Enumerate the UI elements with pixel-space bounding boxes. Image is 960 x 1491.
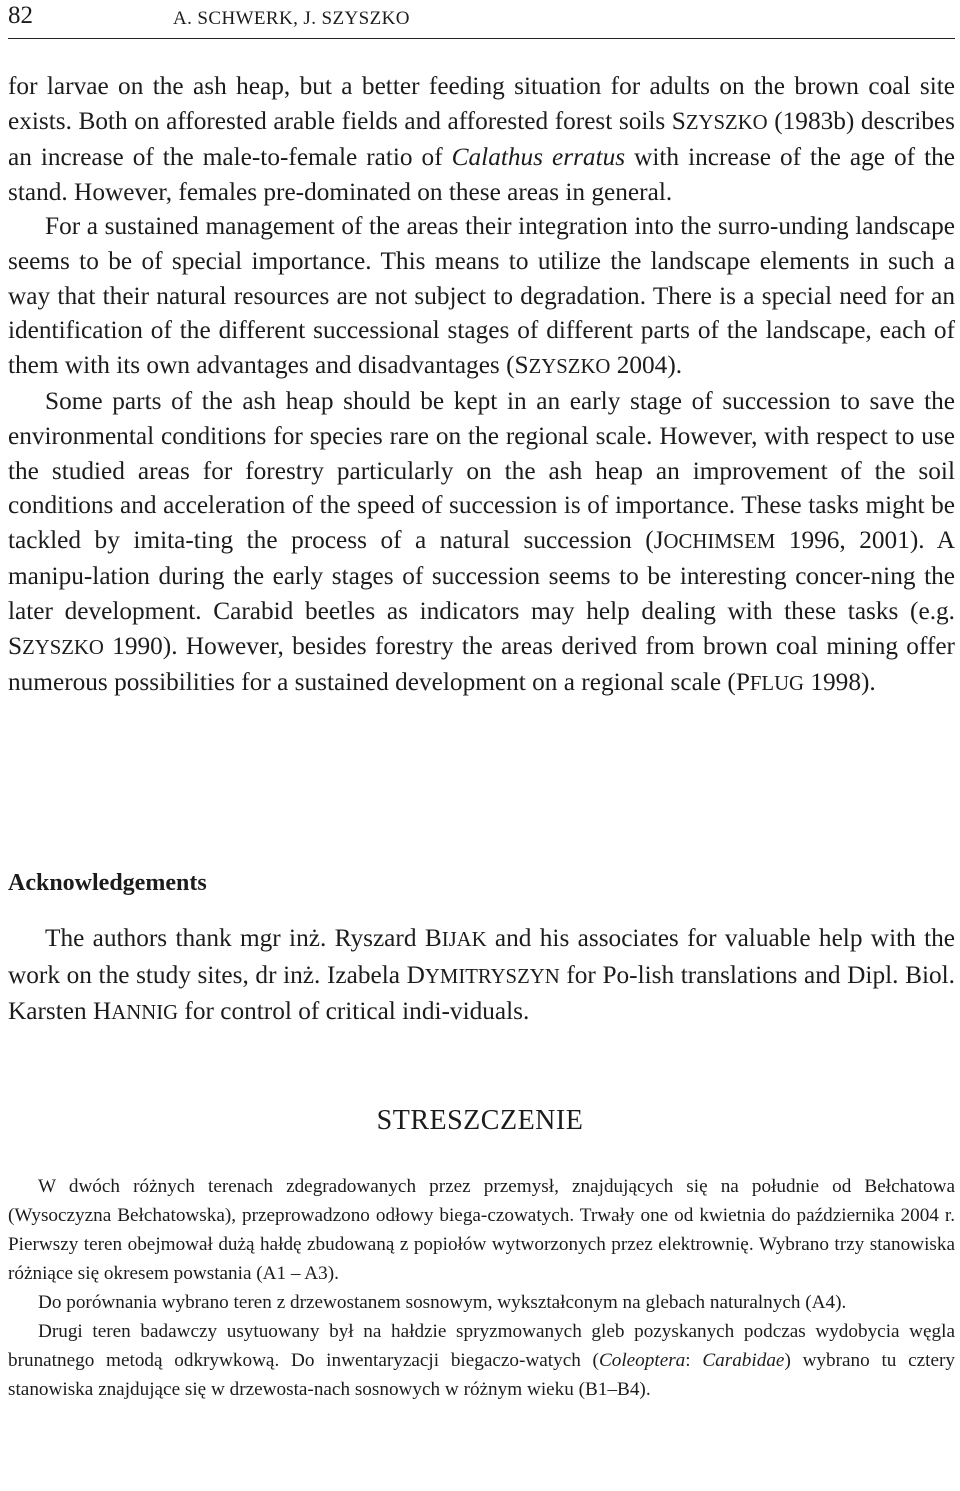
page-header	[8, 0, 955, 39]
page-number: 82	[8, 2, 33, 29]
summary-text	[8, 1172, 955, 1404]
person-name: HANNIG	[93, 997, 179, 1026]
acknowledgements-heading: Acknowledgements	[8, 870, 207, 896]
paragraph: Some parts of the ash heap should be kept in an early stage of succession to save the environmental conditions for species rare on the regional scale. However, with respect to use the studied areas for forestry particularly on the ash heap an improvement of the soil conditions and acceleration of the speed of succession is of importance. These tasks might be tackled by imita-ting the process of a natural succession (JOCHIMSEM 1996, 2001). A manipu-lation during the early stages of succession seems to be interesting concer-ning the later development. Carabid beetles as indicators may help dealing with these tasks (e.g. SZYSZKO 1990). However, besides forestry the areas derived from brown coal mining offer numerous possibilities for a sustained development on a regional scale (PFLUG 1998).	[8, 387, 955, 697]
person-name: DYMITRYSZYN	[406, 960, 560, 989]
person-name: BIJAK	[424, 924, 487, 952]
summary-title: STRESZCZENIE	[376, 1105, 584, 1136]
taxon-name: Coleoptera	[598, 1350, 686, 1371]
paragraph: The authors thank mgr inż. Ryszard BIJAK and his associates for valuable help with the work on the study sites, dr inż. Izabela DYMITRYSZYN for Po-lish translations and Dipl. Biol. Karsten HANNIG for control of critical indi-viduals.	[8, 924, 956, 1026]
running-head: A. SCHWERK, J. SZYSZKO	[173, 8, 410, 29]
author-name: SZYSZKO	[8, 631, 104, 660]
species-name: Calathus erratus	[451, 143, 626, 172]
author-name: SZYSZKO	[671, 106, 768, 135]
body-text	[8, 69, 955, 702]
author-name: PFLUG	[735, 668, 805, 697]
paragraph: For a sustained management of the areas their integration into the surro-unding landscape seems to be of special importance. This means to utilize the landscape elements in such a way that their natural resources are not subject to degradation. There is a special need for an identification of the different successional stages of different parts of the landscape, each of them with its own advantages and disadvantages (SZYSZKO 2004).	[8, 212, 955, 379]
paragraph: Drugi teren badawczy usytuowany był na hałdzie spryzmowanych gleb pozyskanych podczas wydobycia węgla brunatnego metodą odkrywkową. Do inwentaryzacji biegaczo-watych (Coleoptera: Carabidae) wybrano tu cztery stanowiska znajdujące się w drzewosta-nach sosnowych w różnym wieku (B1–B4).	[8, 1321, 955, 1400]
author-name: SZYSZKO	[514, 350, 611, 379]
paragraph: for larvae on the ash heap, but a better feeding situation for adults on the brown coal site exists. Both on afforested arable fields and afforested forest soils SZYSZKO (1983b) describes an increase of the male-to-female ratio of Calathus erratus with increase of the age of the stand. However, females pre-dominated on these areas in general.	[8, 72, 955, 206]
author-name: JOCHIMSEM	[653, 525, 776, 554]
acknowledgements-text	[8, 921, 955, 1031]
taxon-name: Carabidae	[702, 1350, 785, 1371]
paragraph: Do porównania wybrano teren z drzewostanem sosnowym, wykształconym na glebach naturalnych (A4).	[38, 1292, 847, 1313]
paragraph: W dwóch różnych terenach zdegradowanych przez przemysł, znajdujących się na południe od Bełchatowa (Wysoczyzna Bełchatowska), przeprowadzono odłowy biega-czowatych. Trwały one od kwietnia do października 2004 r. Pierwszy teren obejmował dużą hałdę zbudowaną z popiołów wytworzonych przez elektrownię. Wybrano trzy stanowiska różniące się okresem powstania (A1 – A3).	[8, 1176, 955, 1284]
